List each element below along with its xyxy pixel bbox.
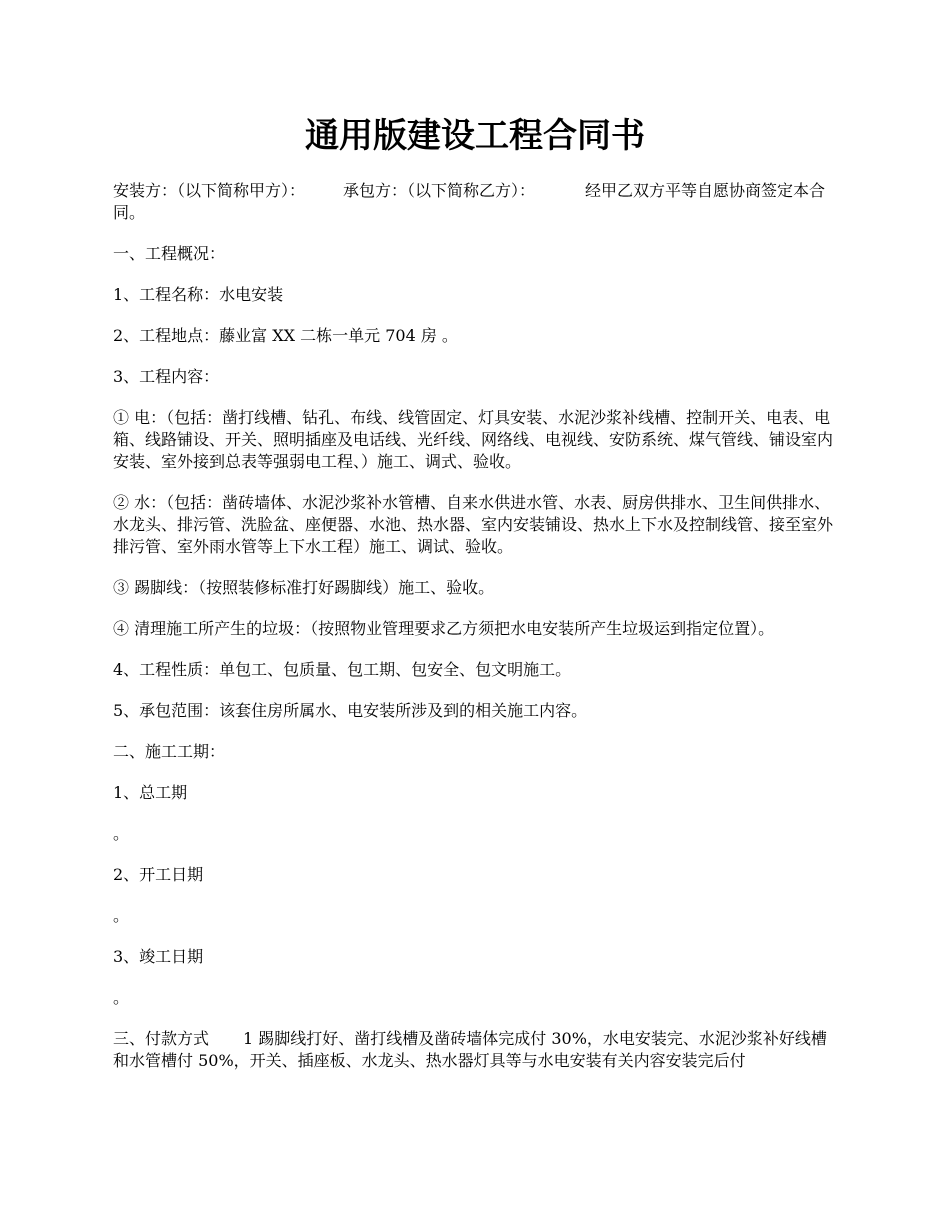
project-nature: 4、工程性质：单包工、包质量、包工期、包安全、包文明施工。 xyxy=(113,660,572,679)
content-item-cleanup: ④ 清理施工所产生的垃圾：（按照物业管理要求乙方须把水电安装所产生垃圾运到指定位置）。 xyxy=(113,619,775,638)
agreement-text: 经甲乙双方平等自愿协商签定本合同。 xyxy=(113,181,826,222)
section-2-heading: 二、施工工期： xyxy=(113,742,226,761)
completion-date-blank: 。 xyxy=(113,988,130,1007)
start-date: 2、开工日期 xyxy=(113,865,204,884)
total-duration: 1、总工期 xyxy=(113,783,188,802)
payment-paragraph xyxy=(113,1028,840,1072)
party-b-label: 承包方：（以下简称乙方）： xyxy=(343,181,536,200)
content-item-skirting: ③ 踢脚线：（按照装修标准打好踢脚线）施工、验收。 xyxy=(113,578,495,597)
completion-date: 3、竣工日期 xyxy=(113,947,204,966)
document-body xyxy=(113,180,840,1091)
project-name: 1、工程名称：水电安装 xyxy=(113,285,284,304)
section-1-heading: 一、工程概况： xyxy=(113,244,226,263)
content-item-water: ② 水：（包括：凿砖墙体、水泥沙浆补水管槽、自来水供进水管、水表、厨房供排水、卫生间供排水、水龙头、排污管、洗脸盆、座便器、水池、热水器、室内安装铺设、热水上下水及控制线管、接至室外排污管、室外雨水管等上下水工程）施工、调试、验收。 xyxy=(113,493,834,556)
project-content-heading: 3、工程内容： xyxy=(113,367,220,386)
total-duration-blank: 。 xyxy=(113,824,130,843)
project-location: 2、工程地点：藤业富 XX 二栋一单元 704 房 。 xyxy=(113,326,458,345)
start-date-blank: 。 xyxy=(113,906,130,925)
payment-terms: 1 踢脚线打好、凿打线槽及凿砖墙体完成付 30%，水电安装完、水泥沙浆补好线槽和水管槽付 50%，开关、插座板、水龙头、热水器灯具等与水电安装有关内容安装完后付 xyxy=(113,1029,827,1070)
party-a-label: 安装方：（以下简称甲方）： xyxy=(113,181,306,200)
document-title: 通用版建设工程合同书 xyxy=(305,116,645,156)
intro-paragraph xyxy=(113,180,840,224)
contract-scope: 5、承包范围：该套住房所属水、电安装所涉及到的相关施工内容。 xyxy=(113,701,588,720)
content-item-electric: ① 电：（包括：凿打线槽、钻孔、布线、线管固定、灯具安装、水泥沙浆补线槽、控制开关、电表、电箱、线路铺设、开关、照明插座及电话线、光纤线、网络线、电视线、安防系统、煤气管线、铺设室内安装、室外接到总表等强弱电工程、）施工、调式、验收。 xyxy=(113,408,834,471)
section-3-heading: 三、付款方式 xyxy=(113,1029,210,1048)
